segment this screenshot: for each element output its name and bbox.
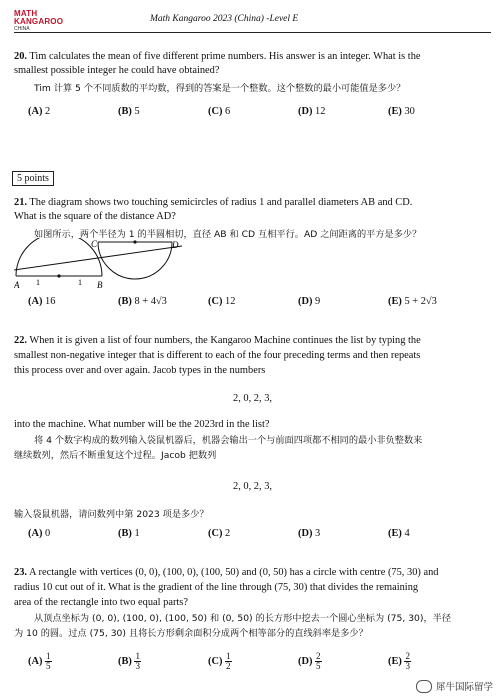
q22-text-zh-1: 将 4 个数字构成的数列输入袋鼠机器后，机器会输出一个与前面四项都不相同的最小非负整数来: [34, 435, 423, 446]
q22-option-e[interactable]: (E) 4: [388, 528, 410, 539]
q22-option-b[interactable]: (B) 1: [118, 528, 140, 539]
q23-options: [14, 650, 491, 674]
q22-options: [14, 528, 491, 544]
q23-fraction-d: $\frac{2}{5}$: [316, 651, 321, 671]
logo-line-3: CHINA: [14, 26, 30, 32]
q22-sequence-zh: 2, 0, 2, 3,: [233, 481, 272, 492]
logo-line-1: MATH: [14, 9, 38, 18]
q23-number: 23.: [14, 567, 27, 578]
q23-text-en-1: [14, 566, 491, 580]
q20-option-a[interactable]: (A) 2: [28, 106, 51, 117]
q23-en-line-1: A rectangle with vertices (0, 0), (100, 0), (100, 50) and (0, 50) has a circle with centre (75, 30) and: [29, 567, 439, 578]
q22-text-en-4: into the machine. What number will be the 2023rd in the list?: [14, 419, 270, 430]
page-header-title: Math Kangaroo 2023 (China) -Level E: [150, 14, 299, 24]
q21-option-d[interactable]: (D) 9: [298, 296, 321, 307]
q23-option-a[interactable]: (A) $\frac{1}{5}$: [28, 651, 51, 671]
q23-text-zh-1: 从顶点坐标为 (0, 0), (100, 0), (100, 50) 和 (0, 50) 的长方形中挖去一个圆心坐标为 (75, 30)，半径: [34, 613, 452, 624]
q23-text-en-3: area of the rectangle into two equal parts?: [14, 597, 188, 608]
q23-option-e[interactable]: (E) $\frac{2}{3}$: [388, 651, 410, 671]
q21-text-en-2: What is the square of the distance AD?: [14, 211, 176, 222]
q22-option-a[interactable]: (A) 0: [28, 528, 51, 539]
q22-text-en-1: [14, 334, 491, 348]
q23-option-b[interactable]: (B) $\frac{1}{3}$: [118, 651, 140, 671]
q21-option-b[interactable]: (B) 8 + 4√3: [118, 296, 167, 307]
q23-fraction-e: $\frac{2}{3}$: [405, 651, 410, 671]
q21-text-zh: 如图所示，两个半径为 1 的半圆相切，直径 AB 和 CD 互相平行。AD 之间距离的平方是多少？: [34, 229, 422, 240]
diagram-label-radius-2: 1: [78, 278, 82, 287]
q21-option-a[interactable]: (A) 16: [28, 296, 56, 307]
q23-fraction-b: $\frac{1}{3}$: [135, 651, 140, 671]
q21-text-en-1: [14, 196, 491, 210]
diagram-label-a: A: [14, 280, 20, 290]
q22-text-zh-3: 输入袋鼠机器，请问数列中第 2023 项是多少？: [14, 509, 209, 520]
q20-text-en-2: smallest possible integer he could have obtained?: [14, 65, 220, 76]
q23-fraction-c: $\frac{1}{2}$: [226, 651, 231, 671]
q23-text-zh-2: 为 10 的圆。过点 (75, 30) 且将长方形剩余面积分成两个相等部分的直线斜率是多少？: [14, 628, 368, 639]
q21-options: [14, 296, 491, 312]
q22-text-zh-2: 继续数列，然后不断重复这个过程。Jacob 把数列: [14, 450, 217, 461]
q22-text-en-3: this process over and over again. Jacob types in the numbers: [14, 365, 266, 376]
q21-option-e[interactable]: (E) 5 + 2√3: [388, 296, 437, 307]
math-kangaroo-logo: [14, 10, 64, 32]
diagram-semicircle-ab: [16, 238, 102, 276]
q21-number: 21.: [14, 197, 27, 208]
q22-option-d[interactable]: (D) 3: [298, 528, 321, 539]
q20-option-e[interactable]: (E) 30: [388, 106, 415, 117]
header-divider: [14, 32, 491, 33]
q23-option-c[interactable]: (C) $\frac{1}{2}$: [208, 651, 231, 671]
section-points-badge: 5 points: [12, 171, 54, 186]
q23-text-en-2: radius 10 cut out of it. What is the gradient of the line through (75, 30) that divides the remaining: [14, 582, 419, 593]
q20-number: 20.: [14, 51, 27, 62]
diagram-center-cd: [133, 240, 136, 243]
diagram-label-d: D: [172, 240, 179, 250]
q20-options: [14, 106, 491, 122]
q21-option-c[interactable]: (C) 12: [208, 296, 236, 307]
logo-line-2: KANGAROO: [14, 17, 64, 26]
q20-option-b[interactable]: (B) 5: [118, 106, 140, 117]
q22-text-en-2: smallest non-negative integer that is different to each of the four preceding terms and then repeats: [14, 350, 421, 361]
q23-fraction-a: $\frac{1}{5}$: [46, 651, 51, 671]
watermark-text: 犀牛国际留学: [435, 682, 493, 693]
wechat-icon: [416, 680, 432, 693]
q20-en-line-1: Tim calculates the mean of five different prime numbers. His answer is an integer. What is the: [29, 51, 421, 62]
q20-text-zh: Tim 计算 5 个不同质数的平均数，得到的答案是一个整数。这个整数的最小可能值是多少？: [34, 83, 406, 94]
watermark: [416, 679, 493, 693]
diagram-semicircle-cd: [98, 242, 172, 279]
q21-en-line-1: The diagram shows two touching semicircles of radius 1 and parallel diameters AB and CD.: [29, 197, 413, 208]
q22-en-line-1: When it is given a list of four numbers, the Kangaroo Machine continues the list by typing the: [29, 335, 421, 346]
q22-sequence: 2, 0, 2, 3,: [233, 393, 272, 404]
q23-option-d[interactable]: (D) $\frac{2}{5}$: [298, 651, 321, 671]
q22-number: 22.: [14, 335, 27, 346]
diagram-label-c: C: [91, 239, 98, 249]
q20-text-en-1: [14, 50, 491, 64]
q21-semicircles-diagram: [14, 238, 184, 292]
diagram-label-b: B: [97, 280, 103, 290]
q20-option-c[interactable]: (C) 6: [208, 106, 231, 117]
diagram-label-radius-1: 1: [36, 278, 40, 287]
q20-option-d[interactable]: (D) 12: [298, 106, 326, 117]
q22-option-c[interactable]: (C) 2: [208, 528, 231, 539]
diagram-center-ab: [57, 274, 60, 277]
